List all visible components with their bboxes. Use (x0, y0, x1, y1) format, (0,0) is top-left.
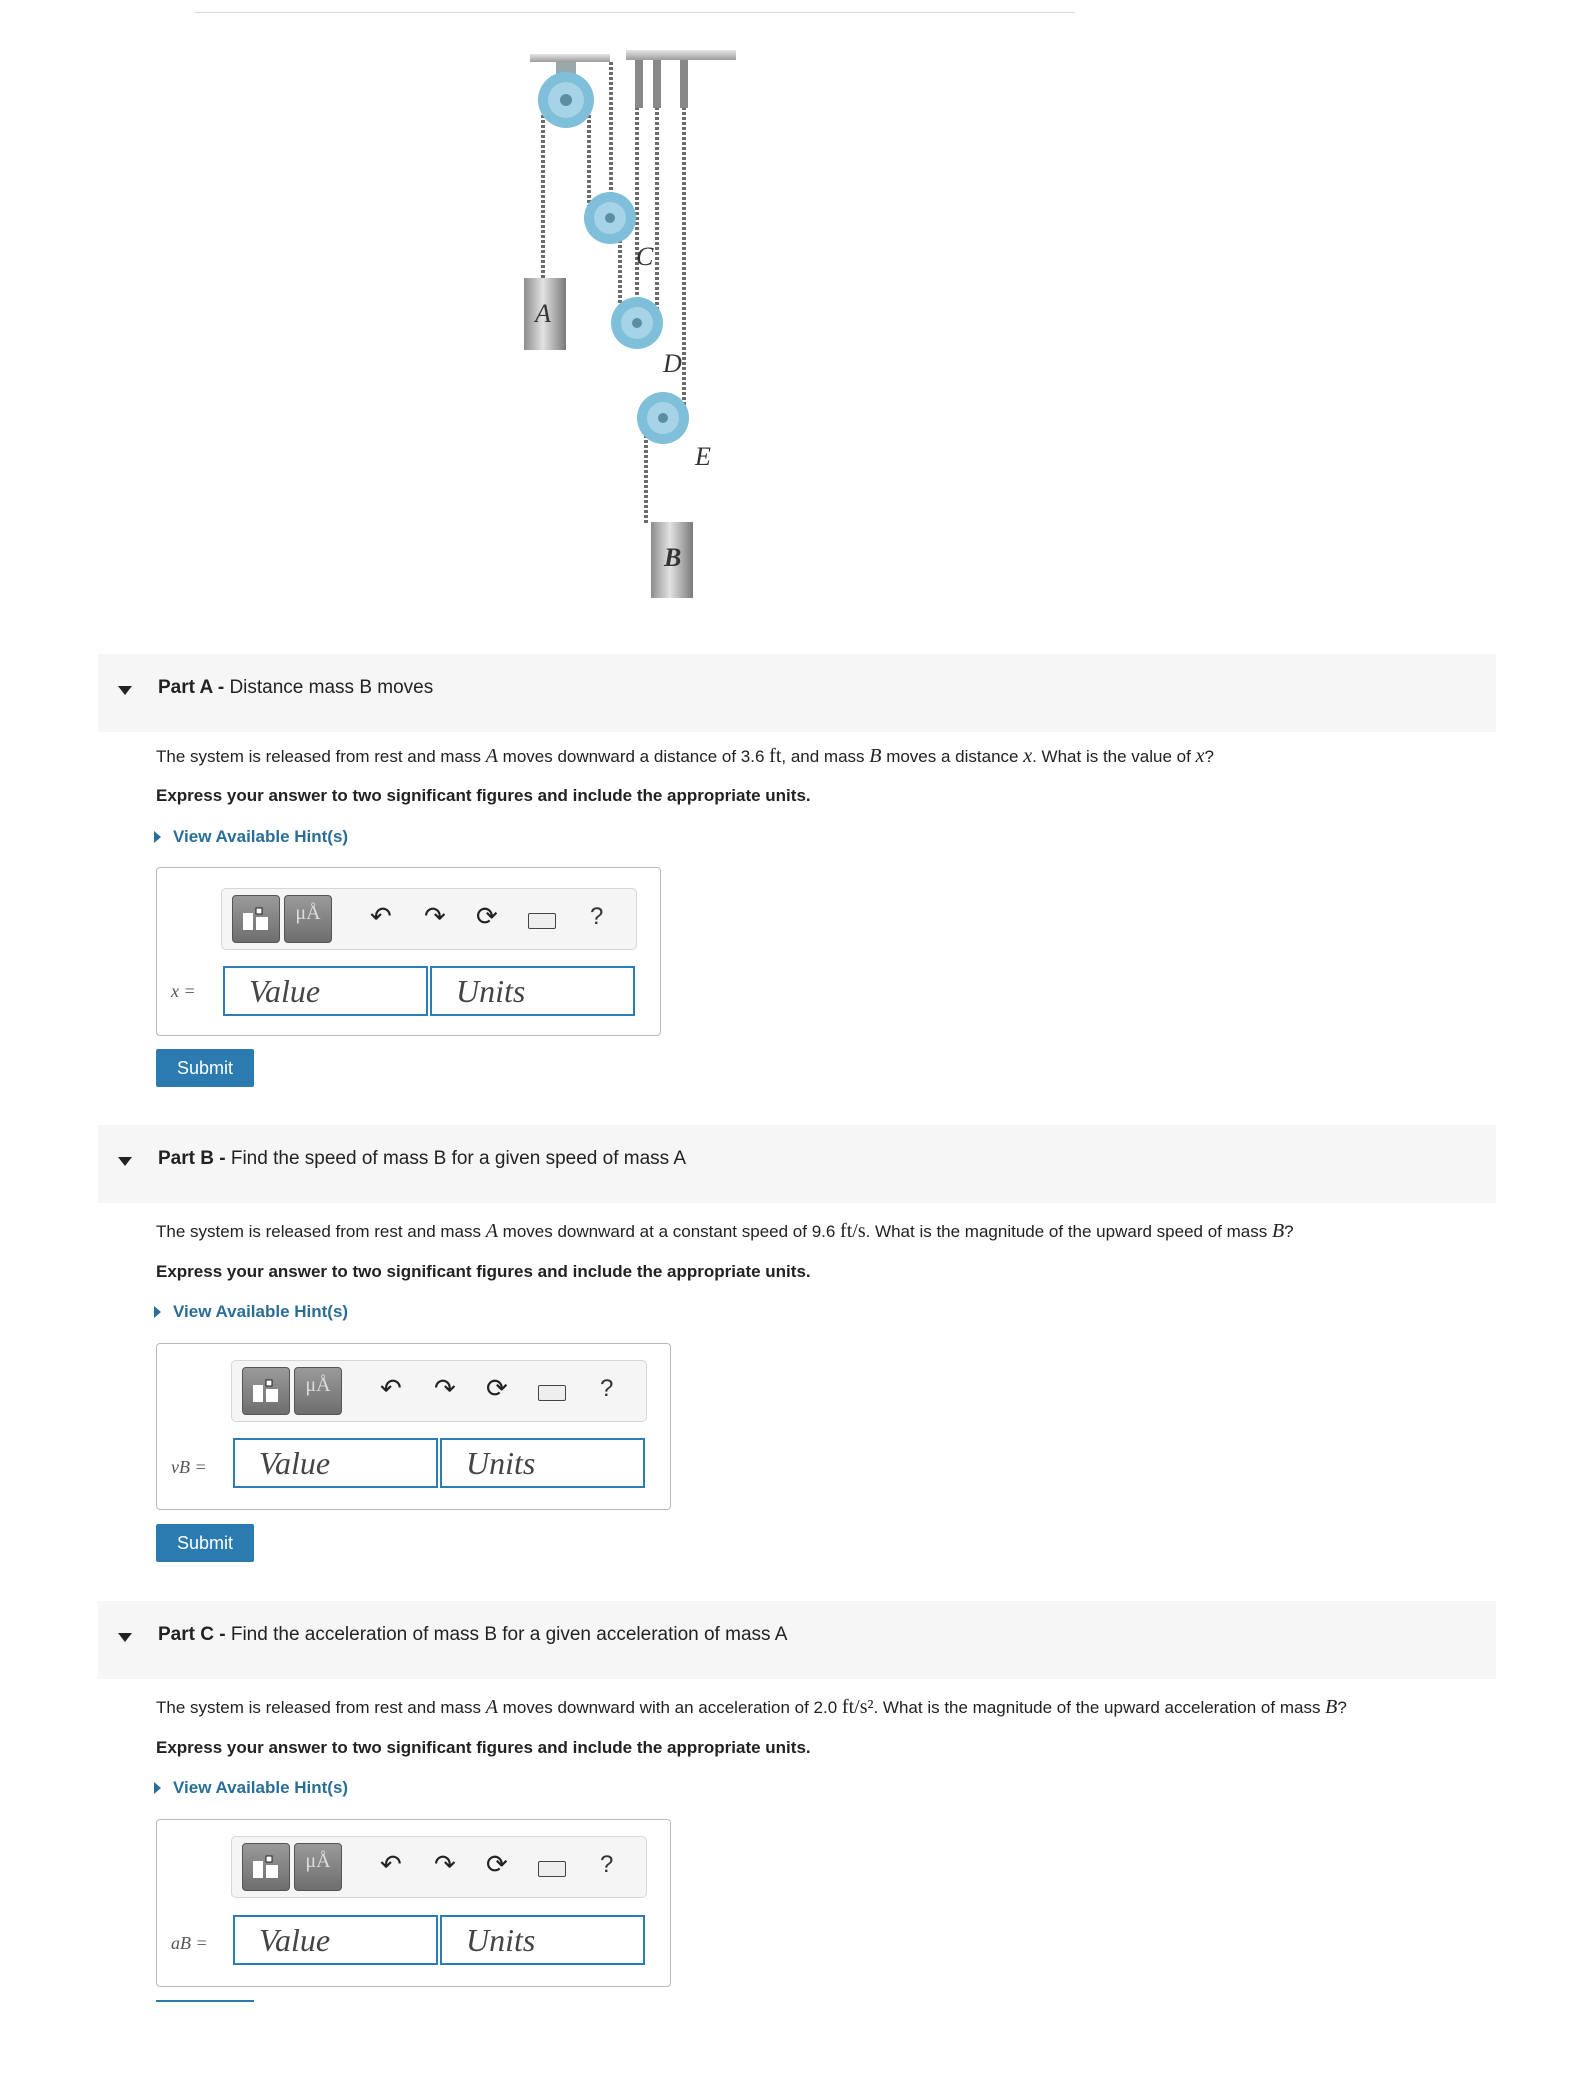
expand-triangle-icon (154, 831, 161, 843)
part-c-title (158, 1624, 787, 1646)
templates-icon (252, 1855, 280, 1879)
part-a-prefix: Part A - (158, 677, 225, 698)
part-a-title (158, 677, 433, 699)
pulley-top (538, 72, 594, 128)
templates-icon (242, 907, 270, 931)
var-label-x: x = (171, 981, 196, 1001)
part-c-header[interactable] (98, 1601, 1496, 1679)
math-toolbar (231, 1836, 647, 1898)
reset-icon[interactable]: ⟳ (476, 901, 498, 931)
expand-triangle-icon (154, 1306, 161, 1318)
part-c-question: The system is released from rest and mass A moves downward with an acceleration of 2.0 ft/s². What is the magnitude of the upward acceleration of mass B? (156, 1696, 1347, 1718)
label-d: D (663, 349, 682, 378)
var-label-vb: vB = (171, 1457, 207, 1477)
redo-icon[interactable]: ↷ (424, 901, 446, 931)
units-input[interactable]: Units (430, 966, 635, 1016)
part-c-prefix: Part C - (158, 1624, 226, 1645)
pulley-e (637, 392, 689, 444)
part-b-title (158, 1148, 686, 1170)
hanger-e (680, 60, 688, 108)
units-icon: μÅ (295, 902, 321, 924)
templates-button[interactable] (232, 895, 280, 943)
ceiling-left (530, 54, 610, 62)
value-input[interactable]: Value (233, 1915, 438, 1965)
part-c-answer-box (156, 1819, 671, 1987)
part-b-name: Find the speed of mass B for a given speed of mass A (230, 1148, 687, 1169)
part-a-name: Distance mass B moves (229, 677, 434, 698)
undo-icon[interactable]: ↶ (380, 1849, 402, 1879)
submit-button[interactable]: Submit (156, 1049, 254, 1087)
part-b-question: The system is released from rest and mass A moves downward at a constant speed of 9.6 ft/s. What is the magnitude of the upward speed of mass B? (156, 1220, 1294, 1242)
expand-triangle-icon (154, 1782, 161, 1794)
collapse-caret-icon[interactable] (118, 1633, 132, 1642)
redo-icon[interactable]: ↷ (434, 1849, 456, 1879)
reset-icon[interactable]: ⟳ (486, 1849, 508, 1879)
label-c: C (636, 242, 654, 271)
value-input[interactable]: Value (223, 966, 428, 1016)
help-button[interactable]: ? (600, 1851, 614, 1878)
keyboard-icon[interactable] (528, 913, 556, 929)
help-button[interactable]: ? (590, 903, 604, 930)
hanger-c (635, 60, 643, 108)
math-toolbar (231, 1360, 647, 1422)
collapse-caret-icon[interactable] (118, 686, 132, 695)
keyboard-icon[interactable] (538, 1861, 566, 1877)
part-b-hint-link[interactable]: View Available Hint(s) (154, 1302, 348, 1322)
top-divider (195, 12, 1075, 13)
part-a-question: The system is released from rest and mass A moves downward a distance of 3.6 ft, and mass B moves a distance x. What is the value of x? (156, 745, 1214, 767)
templates-button[interactable] (242, 1843, 290, 1891)
units-input[interactable]: Units (440, 1915, 645, 1965)
units-button[interactable] (294, 1367, 342, 1415)
label-e: E (695, 442, 711, 471)
part-b-prefix: Part B - (158, 1148, 226, 1169)
part-c-name: Find the acceleration of mass B for a given acceleration of mass A (230, 1624, 788, 1645)
part-c-hint-link[interactable]: View Available Hint(s) (154, 1778, 348, 1798)
math-toolbar (221, 888, 637, 950)
units-icon: μÅ (305, 1374, 331, 1396)
help-button[interactable]: ? (600, 1375, 614, 1402)
part-a-answer-box (156, 867, 661, 1036)
units-button[interactable] (294, 1843, 342, 1891)
units-button[interactable] (284, 895, 332, 943)
redo-icon[interactable]: ↷ (434, 1373, 456, 1403)
pulley-d (611, 297, 663, 349)
value-input[interactable]: Value (233, 1438, 438, 1488)
templates-button[interactable] (242, 1367, 290, 1415)
hanger-d (653, 60, 661, 108)
pulley-c (584, 192, 636, 244)
submit-button[interactable]: Submit (156, 1524, 254, 1562)
units-icon: μÅ (305, 1850, 331, 1872)
part-a-instruction: Express your answer to two significant figures and include the appropriate units. (156, 786, 811, 805)
label-a: A (535, 299, 551, 328)
undo-icon[interactable]: ↶ (380, 1373, 402, 1403)
ceiling-right (626, 50, 736, 60)
part-b-instruction: Express your answer to two significant figures and include the appropriate units. (156, 1262, 811, 1281)
submit-button-partial[interactable] (156, 2000, 254, 2002)
label-b: B (664, 543, 682, 572)
pulley-system-figure (510, 40, 750, 610)
part-a-header[interactable] (98, 654, 1496, 732)
part-c-instruction: Express your answer to two significant figures and include the appropriate units. (156, 1738, 811, 1757)
templates-icon (252, 1379, 280, 1403)
part-b-answer-box (156, 1343, 671, 1510)
part-a-hint-link[interactable]: View Available Hint(s) (154, 827, 348, 847)
units-input[interactable]: Units (440, 1438, 645, 1488)
keyboard-icon[interactable] (538, 1385, 566, 1401)
part-b-header[interactable] (98, 1125, 1496, 1203)
var-label-ab: aB = (171, 1933, 208, 1953)
undo-icon[interactable]: ↶ (370, 901, 392, 931)
collapse-caret-icon[interactable] (118, 1157, 132, 1166)
reset-icon[interactable]: ⟳ (486, 1373, 508, 1403)
